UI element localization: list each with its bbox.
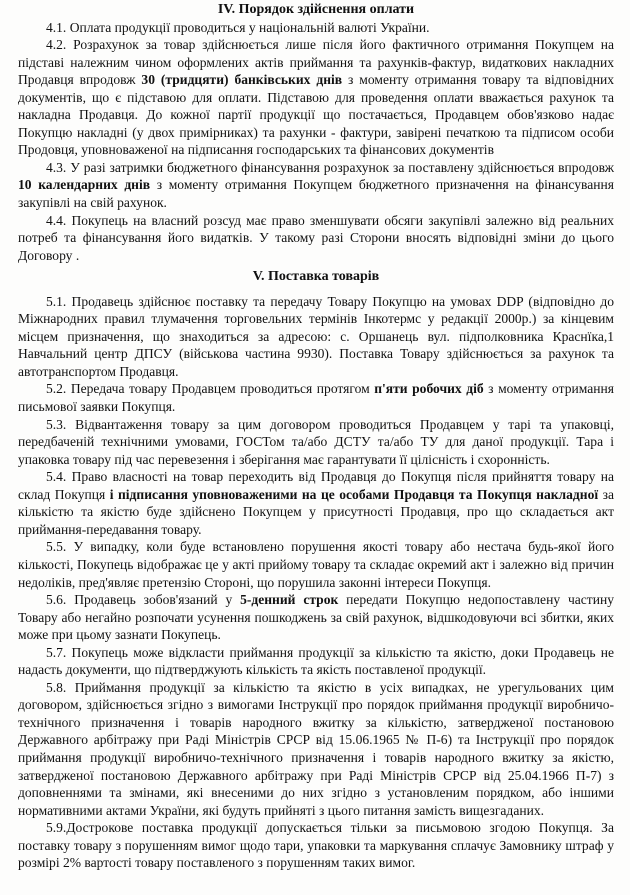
clause-5-2 xyxy=(18,380,614,415)
clause-4-3-text-a: 4.3. У разі затримки бюджетного фінансування розрахунок за поставлену здійснюється впродовж xyxy=(46,159,614,175)
clause-5-6-text-c: передати Покупцю недопоставлену частину Товару або негайно розпочати усунення пошкоджень за свій рахунок, відшкодовуючи всі збитки, яких може при цьому зазнати Покупець. xyxy=(18,592,614,643)
clause-5-2-text-c: з моменту отримання письмової заявки Покупця. xyxy=(18,381,614,415)
clause-5-3: 5.3. Відвантаження товару за цим договором проводиться Продавцем у тарі та упаковці, передбаченій технічними умовами, ГОСТом та/або ДСТУ та/або ТУ для даної продукції. Тара і упаковка товару під час перевезення і зберігання має гарантувати її цілісність і схоронність. xyxy=(18,416,614,467)
clause-5-1: 5.1. Продавець здійснює поставку та передачу Товару Покупцю на умовах DDP (відповідно до Міжнародних правил тлумачення торговельних термінів Інкотермс у редакції 2000р.) за кінцевим місцем призначення, що знаходиться за адресою: с. Оршанець вул. підполковника Краснїка,1 Навчальний центр ДПСУ (військова частина 9930). Поставка Товару здійснюється за рахунок та автотранспортом Продавця. xyxy=(18,293,614,379)
clause-5-6-term: 5-денний строк xyxy=(240,592,339,608)
clause-4-3-payment-term: 10 календарних днів xyxy=(18,177,151,193)
clause-5-8: 5.8. Приймання продукції за кількістю та якістю в усіх випадках, не урегульованих цим договором, здійснюється згідно з вимогами Інструкції про порядок приймання продукції виробничо-технічного призначення і товарів народного вжитку за кількістю, затвердженої постановою Державного арбітражу при Раді Міністрів СРСР від 15.06.1965 № П-6) та Інструкції про порядок приймання продукції виробничо-технічного призначення і товарів народного вжитку за якістю, затвердженої постановою Державного арбітражу при Раді Міністрів СРСР від 25.04.1966 П-7) з доповненнями та змінами, які внесеними до них згідно з установленим порядком, або іншими нормативними актами України, які будуть прийняті з цього питання замість вищезгаданих. xyxy=(18,679,614,818)
clause-4-3 xyxy=(18,159,614,212)
clause-4-3-text-c: з моменту отримання Покупцем бюджетного призначення на фінансування закупівлі на свій рахунок. xyxy=(18,177,614,211)
clause-5-9: 5.9.Дострокове поставка продукції допускається тільки за письмовою згодою Покупця. За поставку товару з порушенням вимог щодо тари, упаковки та маркування сплачує Замовнику штраф у розмірі 2% вартості товару поставленого з порушенням таких вимог. xyxy=(18,820,614,871)
clause-4-1: 4.1. Оплата продукції проводиться у національній валюті України. xyxy=(46,19,430,35)
clause-4-2-text-c: з моменту отримання товару та відповідних документів, що є підставою для оплати. Підставою для проведення оплати вважається рахунок та накладна Продавця. До кожної партії продукції що постачається, Продавцем обов'язково надає Покупцю накладні (у двох примірниках) та рахунки - фактури, завірені печаткою та підписом особи Продовця, уповноваженої на підписання господарських та фінансових документів xyxy=(18,72,614,158)
clause-5-2-delivery-term: п'яти робочих діб xyxy=(374,381,484,397)
clause-5-7: 5.7. Покупець може відкласти приймання продукції за кількістю та якістю, доки Продавець не надасть документи, що підтверджують кількість та якість поставленої продукції. xyxy=(18,644,614,678)
section-5-title: V. Поставка товарів xyxy=(252,269,380,285)
clause-5-6-text-a: 5.6. Продавець зобов'язаний у xyxy=(46,592,241,608)
clause-5-4-text-c: за кількістю та якістю буде здійснено Покупцем у присутності Продавця, про що складається акт приймання-передавання товару. xyxy=(18,486,614,537)
clause-5-2-text-a: 5.2. Передача товару Продавцем проводиться протягом xyxy=(46,381,375,397)
section-4-title: IV. Порядок здійснення оплати xyxy=(217,2,415,17)
clause-4-2-text-a: 4.2. Розрахунок за товар здійснюється лише після його фактичного отримання Покупцем на підставі належним чином оформлених актів приймання та рахунків-фактур, видаткових накладних Продавця впродовж xyxy=(18,37,614,88)
clause-4-2-payment-term: 30 (тридцяти) банківських днів xyxy=(141,72,343,88)
clause-5-4-text-a: 5.4. Право власності на товар переходить від Продавця до Покупця після прийняття товару на склад Покупця xyxy=(18,469,614,502)
clause-5-4 xyxy=(18,468,614,538)
clause-4-2 xyxy=(18,36,614,159)
clause-5-5: 5.5. У випадку, коли буде встановлено порушення якості товару або нестача будь-якої його кількості, Покупець відображає це у акті прийому товару та складає окремий акт і залежно від причин недоліків, пред'являє претензію Стороні, що порушила законні інтереси Покупця. xyxy=(18,539,614,590)
clause-5-4-signing-condition: і підписання уповноваженими на це особами Продавця та Покупця накладної xyxy=(109,486,599,502)
clause-5-6 xyxy=(18,591,614,644)
clause-4-4: 4.4. Покупець на власний розсуд має право зменшувати обсяги закупівлі залежно від реальних потреб та фінансування його видатків. У такому разі Сторони вносять відповідні зміни до цього Договору . xyxy=(18,212,614,263)
